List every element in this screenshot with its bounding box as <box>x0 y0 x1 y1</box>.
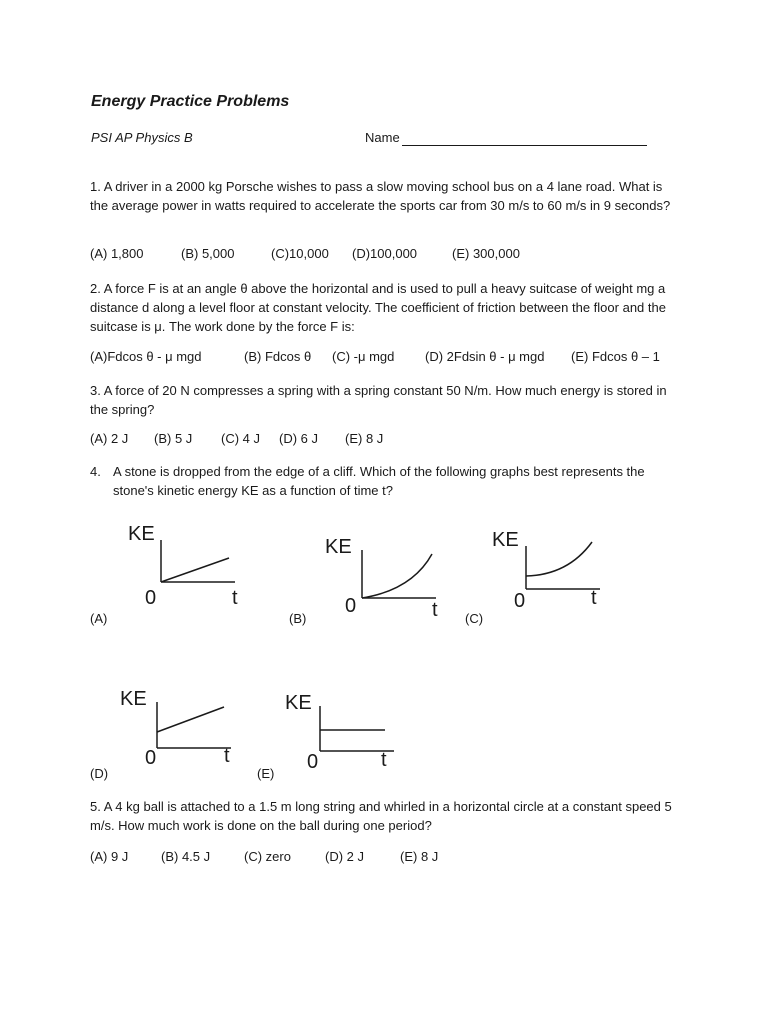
choice-c: (C) zero <box>244 849 291 864</box>
choice-c: (C) 4 J <box>221 431 260 446</box>
graph-c-label: (C) <box>465 611 484 626</box>
graph-b-label: (B) <box>289 611 307 626</box>
origin-label: 0 <box>345 595 357 617</box>
question-5-text: 5. A 4 kg ball is attached to a 1.5 m long string and whirled in a horizontal circle at a constant speed 5 m/s. How much work is done on the ball during one period? <box>90 799 672 833</box>
ke-axis-label: KE <box>285 692 312 714</box>
choice-a: (A) 1,800 <box>90 246 144 261</box>
ke-curve <box>161 558 229 582</box>
origin-label: 0 <box>307 751 319 773</box>
choice-a: (A) 9 J <box>90 849 129 864</box>
choice-a: (A)Fdcos θ - μ mgd <box>90 349 202 364</box>
graph-c <box>490 527 640 622</box>
page-title: Energy Practice Problems <box>91 93 290 110</box>
choice-d: (D) 2 J <box>325 849 364 864</box>
t-axis-label: t <box>432 599 438 621</box>
graph-a <box>120 518 270 613</box>
question-3-text: 3. A force of 20 N compresses a spring with a spring constant 50 N/m. How much energy is stored in the spring? <box>90 383 667 417</box>
t-axis-label: t <box>591 587 597 609</box>
choice-e: (E) 8 J <box>345 431 384 446</box>
choice-d: (D)100,000 <box>352 246 418 261</box>
name-label: Name <box>365 130 400 145</box>
question-1-text: 1. A driver in a 2000 kg Porsche wishes to pass a slow moving school bus on a 4 lane road. What is the average power in watts required to accelerate the sports car from 30 m/s to 60 m/s in 9 seconds? <box>90 179 671 213</box>
course-subtitle: PSI AP Physics B <box>91 130 193 145</box>
ke-axis-label: KE <box>128 523 155 545</box>
choice-a: (A) 2 J <box>90 431 129 446</box>
ke-axis-label: KE <box>492 529 519 551</box>
ke-axis-label: KE <box>120 688 147 710</box>
origin-label: 0 <box>145 747 157 769</box>
choice-b: (B) Fdcos θ <box>244 349 312 364</box>
choice-d: (D) 6 J <box>279 431 318 446</box>
ke-curve <box>526 542 592 576</box>
ke-curve <box>362 554 432 598</box>
graph-d <box>118 684 268 774</box>
t-axis-label: t <box>232 587 238 609</box>
graph-b <box>320 532 470 627</box>
choice-e: (E) 8 J <box>400 849 439 864</box>
graph-a-label: (A) <box>90 611 108 626</box>
origin-label: 0 <box>145 587 157 609</box>
question-4-number: 4. <box>90 464 101 479</box>
origin-label: 0 <box>514 590 526 612</box>
ke-curve <box>157 707 224 732</box>
t-axis-label: t <box>381 749 387 771</box>
choice-d: (D) 2Fdsin θ - μ mgd <box>425 349 545 364</box>
choice-c: (C) -μ mgd <box>332 349 395 364</box>
t-axis-label: t <box>224 745 230 767</box>
choice-b: (B) 5 J <box>154 431 193 446</box>
question-2-text: 2. A force F is at an angle θ above the horizontal and is used to pull a heavy suitcase of weight mg a distance d along a level floor at constant velocity. The coefficient of friction between the floor and the suitcase is μ. The work done by the force F is: <box>90 281 666 334</box>
graph-e-label: (E) <box>257 766 275 781</box>
choice-b: (B) 5,000 <box>181 246 235 261</box>
graph-e <box>283 688 433 778</box>
ke-axis-label: KE <box>325 536 352 558</box>
name-blank-line <box>402 145 647 146</box>
graph-d-label: (D) <box>90 766 109 781</box>
choice-c: (C)10,000 <box>271 246 329 261</box>
question-4-text: A stone is dropped from the edge of a cliff. Which of the following graphs best represents the stone's kinetic energy KE as a function of time t? <box>113 464 645 498</box>
choice-e: (E) Fdcos θ – 1 <box>571 349 660 364</box>
choice-e: (E) 300,000 <box>452 246 520 261</box>
choice-b: (B) 4.5 J <box>161 849 211 864</box>
